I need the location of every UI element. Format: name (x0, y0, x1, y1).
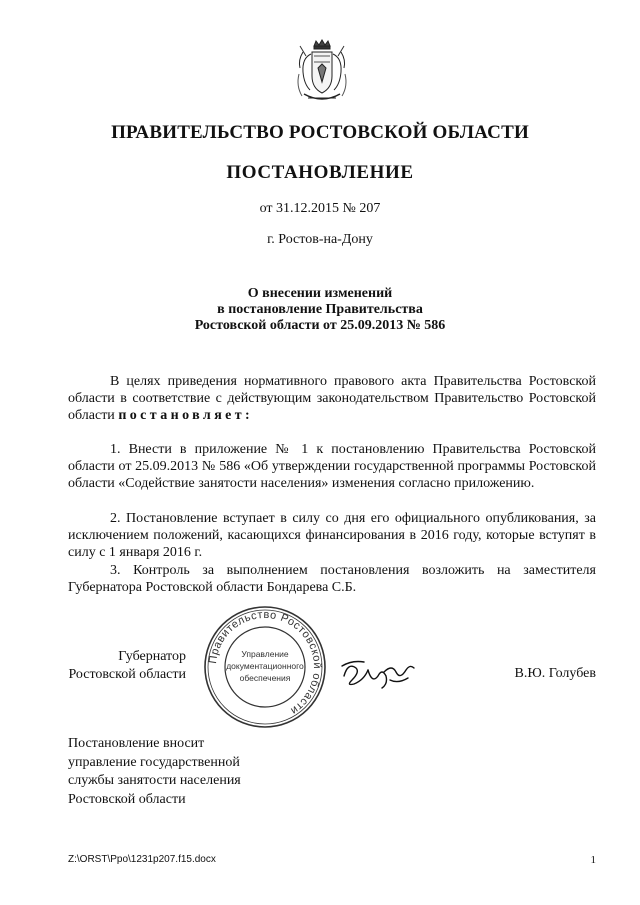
submitted-by-note (68, 735, 288, 809)
note-line-3: службы занятости населения (68, 773, 241, 788)
document-city: г. Ростов-на-Дону (267, 232, 373, 247)
item-3-paragraph: 3. Контроль за выполнением постановления возложить на заместителя Губернатора Ростовской области Бондарева С.Б. (68, 563, 596, 595)
preamble-paragraph (68, 373, 596, 424)
subject-line-1: О внесении изменений (247, 286, 393, 301)
note-line-1: Постановление вносит (68, 736, 205, 751)
document-type: ПОСТАНОВЛЕНИЕ (226, 162, 414, 183)
resolves-word: постановляет: (118, 408, 254, 423)
document-date-number: от 31.12.2015 № 207 (259, 201, 381, 216)
seal-ring-text: Правительство Ростовской области (207, 608, 324, 718)
file-path: Z:\ORST\Ppo\1231p207.f15.docx (68, 854, 216, 865)
coat-of-arms-icon (294, 38, 350, 106)
subject-line-3: Ростовской области от 25.09.2013 № 586 (194, 318, 446, 333)
signatory-title (66, 648, 186, 684)
item-2-paragraph: 2. Постановление вступает в силу со дня его официального опубликования, за исключением положений, касающихся финансирования в 2016 году, которые вступят в силу с 1 января 2016 г. (68, 511, 596, 560)
round-stamp-icon (203, 605, 327, 729)
organization-title: ПРАВИТЕЛЬСТВО РОСТОВСКОЙ ОБЛАСТИ (111, 122, 529, 143)
seal-center-line-2: документационного (226, 661, 304, 671)
subject-line-2: в постановление Правительства (217, 302, 423, 317)
signatory-title-line-2: Ростовской области (68, 667, 186, 682)
seal-center-line-3: обеспечения (239, 673, 291, 683)
handwritten-signature-icon (338, 654, 418, 694)
seal-center-line-1: Управление (241, 649, 289, 659)
preamble-text: В целях приведения нормативного правового акта Правительства Ростовской области в соответствие с действующим законодательством Правительство Ростовской области (68, 374, 596, 423)
page-number: 1 (590, 854, 596, 866)
document-subject (0, 286, 640, 334)
item-1-paragraph: 1. Внести в приложение № 1 к постановлению Правительства Ростовской области от 25.09.2013 № 586 «Об утверждении государственной программы Ростовской области «Содействие занятости населения» изменения согласно приложению. (68, 442, 596, 491)
note-line-2: управление государственной (68, 754, 240, 770)
signatory-title-line-1: Губернатор (118, 649, 186, 664)
signatory-name: В.Ю. Голубев (514, 666, 596, 681)
note-line-4: Ростовской области (68, 791, 186, 807)
